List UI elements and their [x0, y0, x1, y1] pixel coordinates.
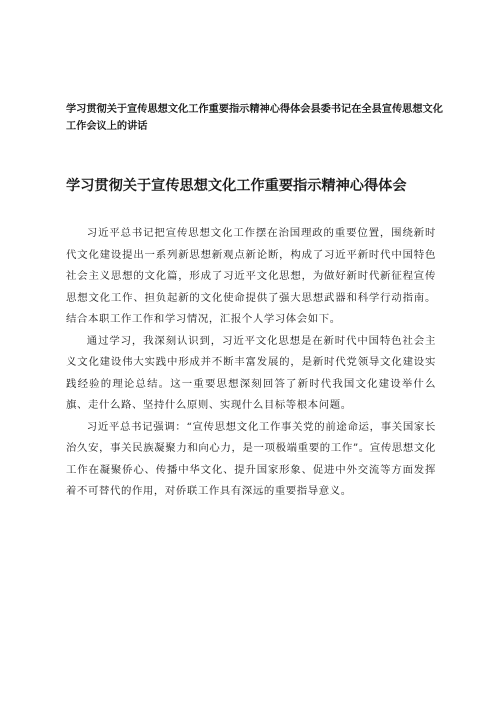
document-body: [66, 223, 436, 503]
body-paragraph: 通过学习，我深刻认识到，习近平文化思想是在新时代中国特色社会主义文化建设伟大实践中形成并不断丰富发展的，是新时代党领导文化建设实践经验的理论总结。这一重要思想深刻回答了新时代我国文化建设举什么旗、走什么路、坚持什么原则、实现什么目标等根本问题。: [66, 334, 436, 411]
body-paragraph: 习近平总书记强调：“宣传思想文化工作事关党的前途命运，事关国家长治久安，事关民族凝聚力和向心力，是一项极端重要的工作”。宣传思想文化工作在凝聚侨心、传播中华文化、提升国家形象、促进中外交流等方面发挥着不可替代的作用，对侨联工作具有深远的重要指导意义。: [66, 420, 436, 497]
document-header-title: 学习贯彻关于宣传思想文化工作重要指示精神心得体会县委书记在全县宣传思想文化工作会议上的讲话: [66, 104, 443, 132]
document-title: 学习贯彻关于宣传思想文化工作重要指示精神心得体会: [66, 178, 407, 194]
body-paragraph: 习近平总书记把宣传思想文化工作摆在治国理政的重要位置，围绕新时代文化建设提出一系列新思想新观点新论断，构成了习近平新时代中国特色社会主义思想的文化篇，形成了习近平文化思想，为做好新时代新征程宣传思想文化工作、担负起新的文化使命提供了强大思想武器和科学行动指南。结合本职工作工作和学习情况，汇报个人学习体会如下。: [66, 227, 436, 325]
